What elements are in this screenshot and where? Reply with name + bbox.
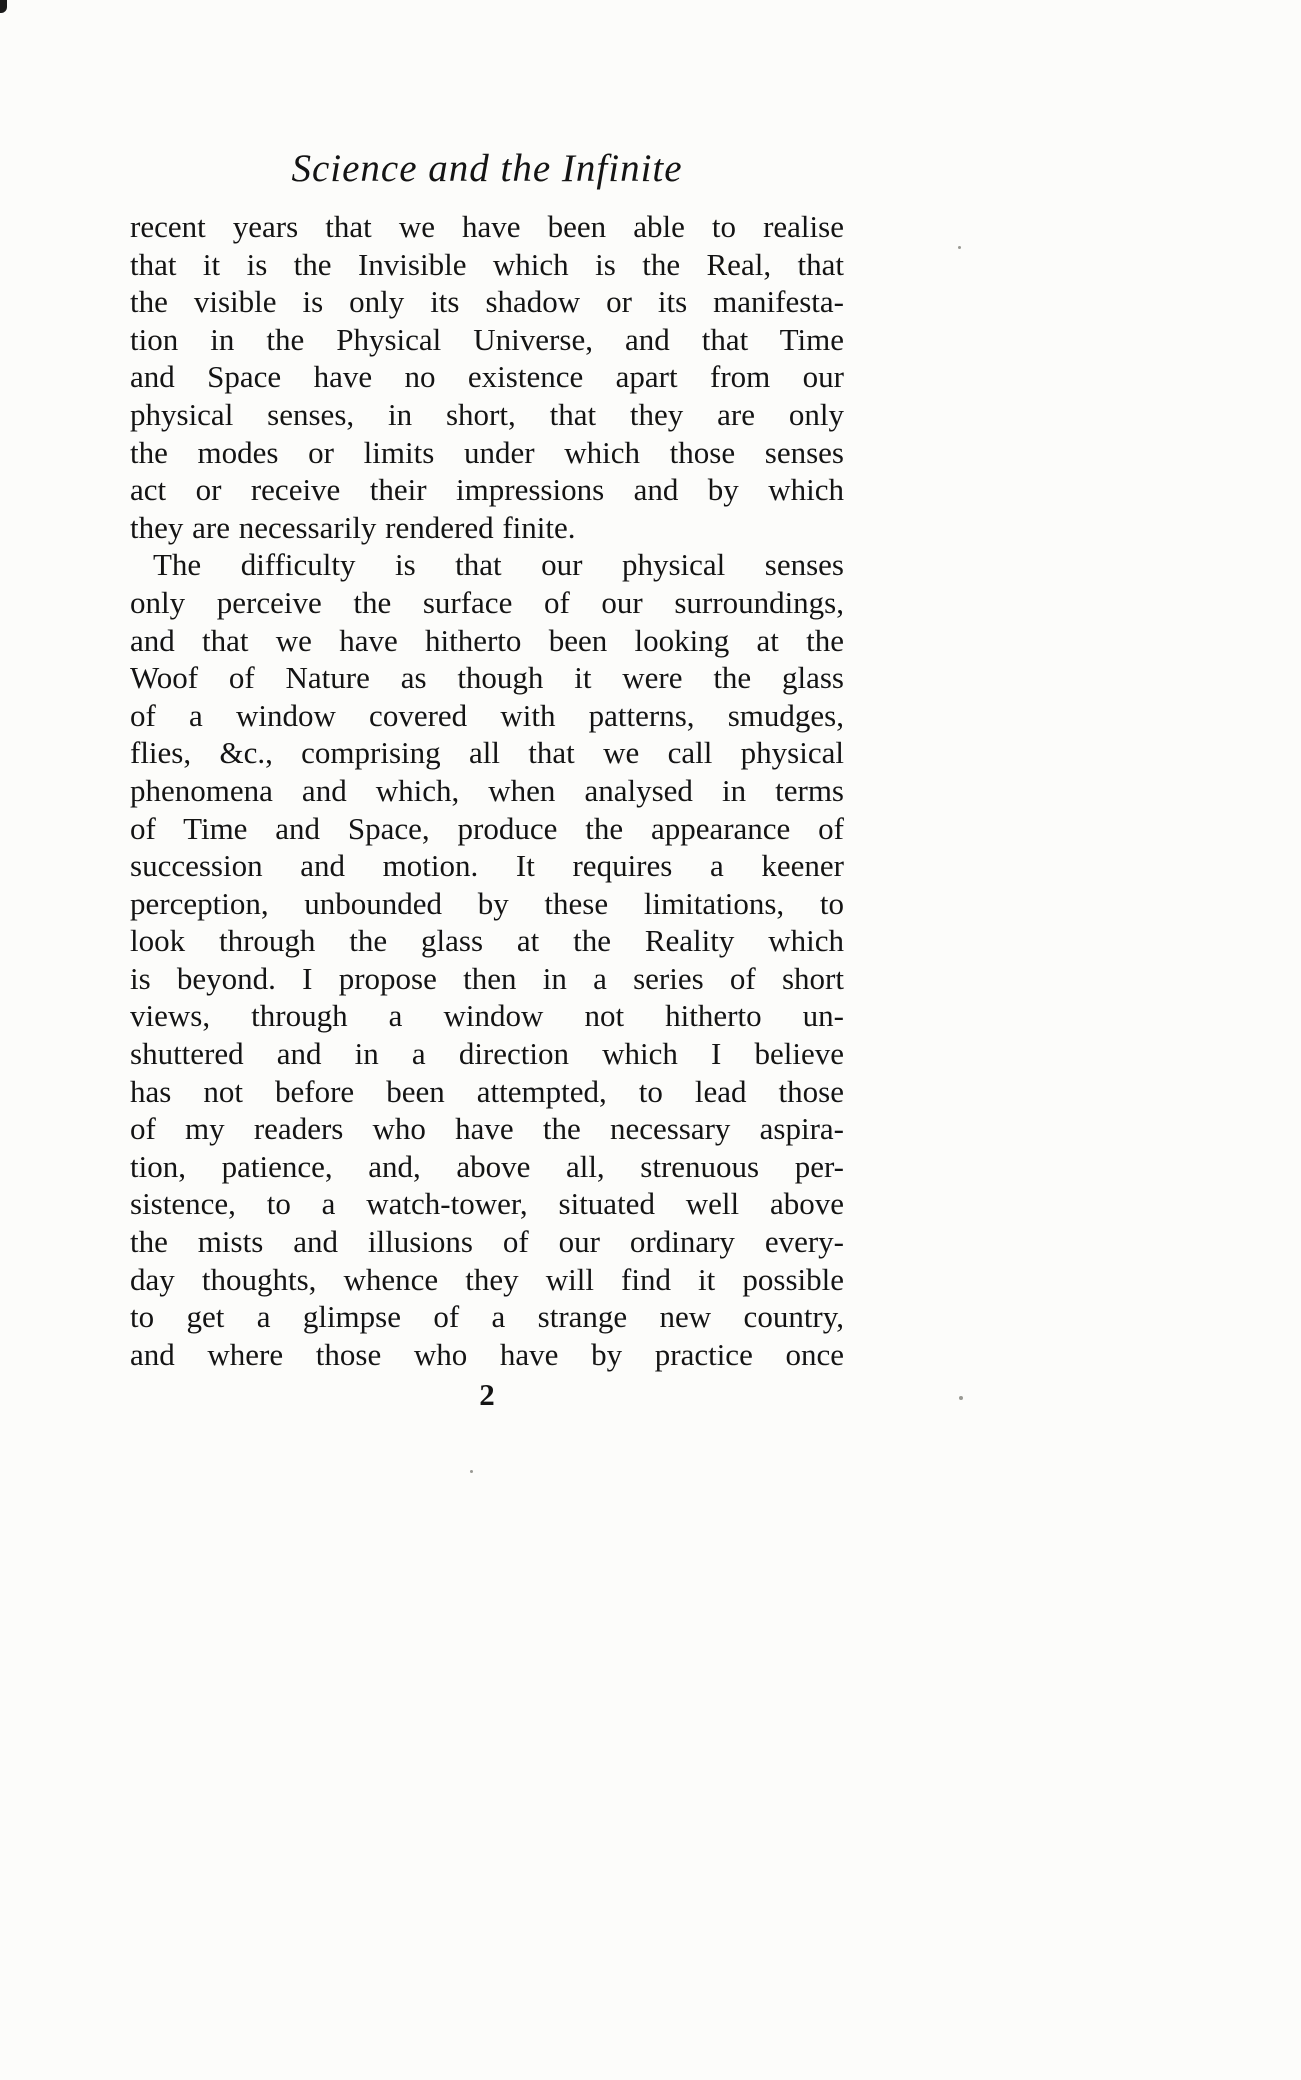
text-line: phenomena and which, when analysed in terms [130, 772, 844, 808]
scan-speck [958, 246, 961, 249]
text-line: Woof of Nature as though it were the glass [130, 660, 844, 696]
text-line: The difficulty is that our physical senses [153, 547, 844, 583]
text-line: perception, unbounded by these limitations, to [130, 885, 844, 921]
text-line: and where those who have by practice once [130, 1336, 844, 1372]
text-line: succession and motion. It requires a keener [130, 848, 844, 884]
text-line: only perceive the surface of our surroundings, [130, 584, 844, 620]
scan-speck [959, 1396, 963, 1400]
page-title: Science and the Infinite [291, 147, 683, 190]
text-line: they are necessarily rendered finite. [130, 509, 576, 545]
scan-corner-mark [0, 0, 7, 13]
body-text [130, 208, 844, 1373]
text-line: day thoughts, whence they will find it possible [130, 1261, 844, 1297]
text-line: and that we have hitherto been looking at the [130, 622, 844, 658]
text-line: of a window covered with patterns, smudges, [130, 697, 844, 733]
text-line: of Time and Space, produce the appearance of [130, 810, 844, 846]
text-line: of my readers who have the necessary aspira- [130, 1111, 844, 1147]
text-line: act or receive their impressions and by which [130, 472, 844, 508]
text-line: physical senses, in short, that they are only [130, 396, 844, 432]
text-line: shuttered and in a direction which I believe [130, 1036, 844, 1072]
text-line: sistence, to a watch-tower, situated well above [130, 1186, 844, 1222]
text-line: and Space have no existence apart from our [130, 359, 844, 395]
text-line: the modes or limits under which those senses [130, 434, 844, 470]
text-line: the visible is only its shadow or its manifesta- [130, 284, 844, 320]
text-line: views, through a window not hitherto un- [130, 998, 844, 1034]
paragraph [130, 208, 844, 546]
text-line: recent years that we have been able to realise [130, 209, 844, 244]
paragraph [130, 546, 844, 1373]
text-line: flies, &c., comprising all that we call physical [130, 735, 844, 771]
text-line: is beyond. I propose then in a series of short [130, 960, 844, 996]
text-line: that it is the Invisible which is the Real, that [130, 246, 844, 282]
text-line: tion in the Physical Universe, and that Time [130, 321, 844, 357]
text-line: look through the glass at the Reality which [130, 923, 844, 959]
text-line: to get a glimpse of a strange new country, [130, 1299, 844, 1335]
text-line: tion, patience, and, above all, strenuous per- [130, 1148, 844, 1184]
text-line: the mists and illusions of our ordinary every- [130, 1224, 844, 1260]
text-line: has not before been attempted, to lead those [130, 1073, 844, 1109]
scan-speck [470, 1470, 473, 1473]
page-number: 2 [479, 1377, 495, 1413]
